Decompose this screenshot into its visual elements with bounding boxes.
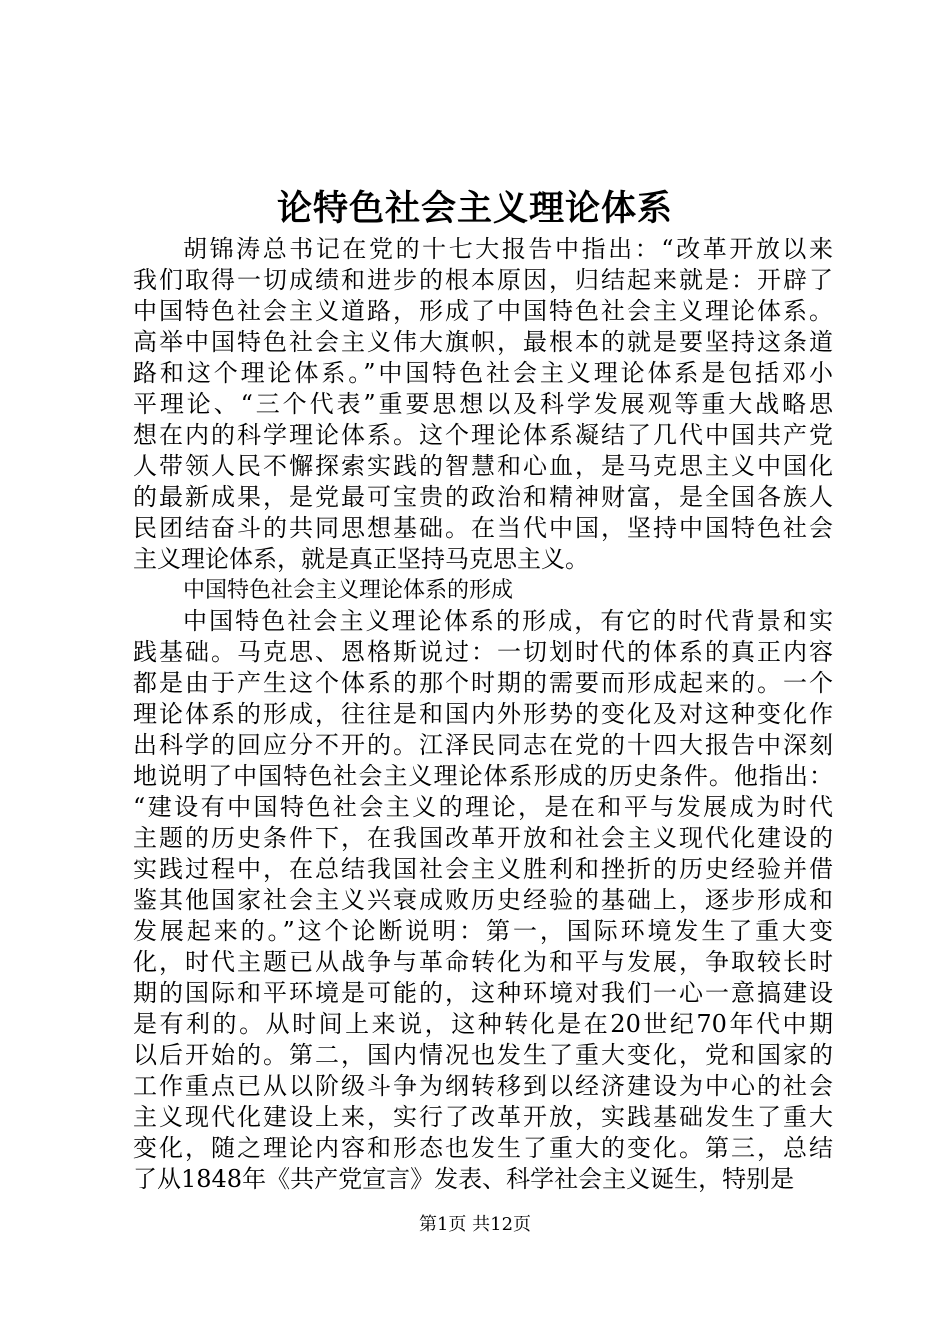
paragraph-line: 高举中国特色社会主义伟大旗帜，最根本的就是要坚持这条道 bbox=[133, 328, 833, 356]
paragraph-line: 中国特色社会主义道路，形成了中国特色社会主义理论体系。 bbox=[133, 297, 833, 325]
page-footer: 第1页 共12页 bbox=[418, 1214, 532, 1235]
paragraph-line: 鉴其他国家社会主义兴衰成败历史经验的基础上，逐步形成和 bbox=[133, 886, 833, 914]
paragraph-line: 化，时代主题已从战争与革命转化为和平与发展，争取较长时 bbox=[133, 948, 833, 976]
paragraph-line: 变化，随之理论内容和形态也发生了重大的变化。第三，总结 bbox=[133, 1134, 833, 1162]
paragraph-line: 期的国际和平环境是可能的，这种环境对我们一心一意搞建设 bbox=[133, 979, 833, 1007]
paragraph-line: 实践过程中，在总结我国社会主义胜利和挫折的历史经验并借 bbox=[133, 855, 833, 883]
paragraph-line: 想在内的科学理论体系。这个理论体系凝结了几代中国共产党 bbox=[133, 421, 833, 449]
paragraph-line: 我们取得一切成绩和进步的根本原因，归结起来就是：开辟了 bbox=[133, 266, 833, 294]
paragraph-line: 的最新成果，是党最可宝贵的政治和精神财富，是全国各族人 bbox=[133, 483, 833, 511]
paragraph-line: 胡锦涛总书记在党的十七大报告中指出：“改革开放以来 bbox=[183, 235, 833, 263]
paragraph-line: 路和这个理论体系。”中国特色社会主义理论体系是包括邓小 bbox=[133, 359, 833, 387]
paragraph-line: 主义理论体系，就是真正坚持马克思主义。 bbox=[133, 545, 589, 573]
paragraph-line: 以后开始的。第二，国内情况也发生了重大变化，党和国家的 bbox=[133, 1041, 833, 1069]
paragraph-line: 都是由于产生这个体系的那个时期的需要而形成起来的。一个 bbox=[133, 669, 833, 697]
paragraph-line: 践基础。马克思、恩格斯说过：一切划时代的体系的真正内容 bbox=[133, 638, 833, 666]
document-title: 论特色社会主义理论体系 bbox=[276, 188, 673, 229]
paragraph-line: 发展起来的。”这个论断说明：第一，国际环境发生了重大变 bbox=[133, 917, 833, 945]
paragraph-line: 是有利的。从时间上来说，这种转化是在20世纪70年代中期 bbox=[133, 1010, 833, 1038]
paragraph-line: 理论体系的形成，往往是和国内外形势的变化及对这种变化作 bbox=[133, 700, 833, 728]
paragraph-line: 人带领人民不懈探索实践的智慧和心血，是马克思主义中国化 bbox=[133, 452, 833, 480]
paragraph-line: 工作重点已从以阶级斗争为纲转移到以经济建设为中心的社会 bbox=[133, 1072, 833, 1100]
paragraph-line: 地说明了中国特色社会主义理论体系形成的历史条件。他指出： bbox=[133, 762, 833, 790]
paragraph-line: 中国特色社会主义理论体系的形成，有它的时代背景和实 bbox=[183, 607, 833, 635]
paragraph-line: 民团结奋斗的共同思想基础。在当代中国，坚持中国特色社会 bbox=[133, 514, 833, 542]
paragraph-line: 了从1848年《共产党宣言》发表、科学社会主义诞生，特别是 bbox=[133, 1165, 795, 1193]
paragraph-line: “建设有中国特色社会主义的理论，是在和平与发展成为时代 bbox=[133, 793, 833, 821]
section-heading: 中国特色社会主义理论体系的形成 bbox=[183, 578, 514, 603]
paragraph-line: 主义现代化建设上来，实行了改革开放，实践基础发生了重大 bbox=[133, 1103, 833, 1131]
document-body bbox=[133, 234, 833, 1195]
paragraph-line: 主题的历史条件下，在我国改革开放和社会主义现代化建设的 bbox=[133, 824, 833, 852]
paragraph-line: 平理论、“三个代表”重要思想以及科学发展观等重大战略思 bbox=[133, 390, 833, 418]
paragraph-line: 出科学的回应分不开的。江泽民同志在党的十四大报告中深刻 bbox=[133, 731, 833, 759]
